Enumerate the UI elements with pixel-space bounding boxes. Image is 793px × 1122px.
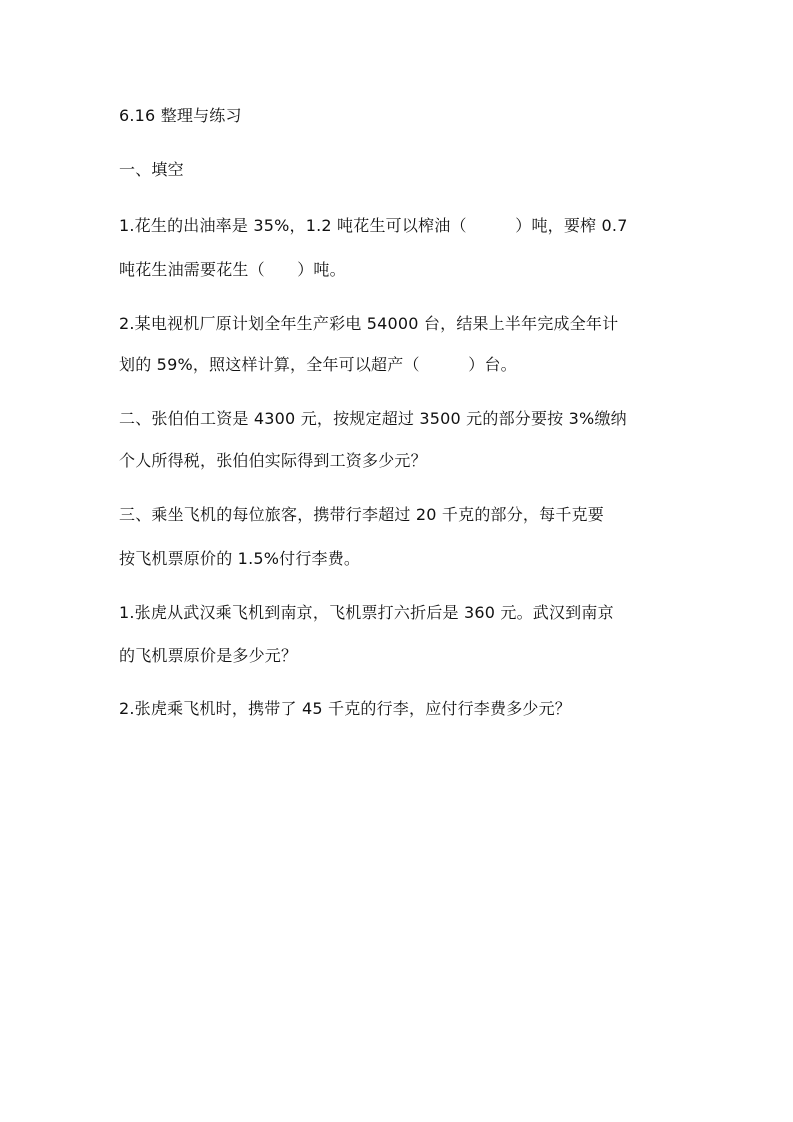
question-2-line-2: 划的 59%，照这样计算，全年可以超产（ ）台。: [119, 355, 517, 374]
question-2-line-1: 2.某电视机厂原计划全年生产彩电 54000 台，结果上半年完成全年计: [119, 314, 619, 333]
question-1-line-1: 1.花生的出油率是 35%，1.2 吨花生可以榨油（ ）吨，要榨 0.7: [119, 216, 628, 235]
question-1-line-2: 吨花生油需要花生（ ）吨。: [119, 260, 346, 279]
section-2-line-2: 个人所得税，张伯伯实际得到工资多少元？: [119, 451, 427, 470]
section-heading-fill-blank: 一、填空: [119, 160, 184, 179]
section-3-question-2-line-1: 2.张虎乘飞机时，携带了 45 千克的行李，应付行李费多少元？: [119, 699, 571, 718]
section-3-question-1-line-2: 的飞机票原价是多少元？: [119, 646, 298, 665]
section-3-line-2: 按飞机票原价的 1.5%付行李费。: [119, 549, 361, 568]
page-title: 6.16 整理与练习: [119, 106, 242, 125]
section-2-line-1: 二、张伯伯工资是 4300 元，按规定超过 3500 元的部分要按 3%缴纳: [119, 409, 627, 428]
section-3-line-1: 三、乘坐飞机的每位旅客，携带行李超过 20 千克的部分，每千克要: [119, 505, 604, 524]
section-3-question-1-line-1: 1.张虎从武汉乘飞机到南京，飞机票打六折后是 360 元。武汉到南京: [119, 603, 614, 622]
